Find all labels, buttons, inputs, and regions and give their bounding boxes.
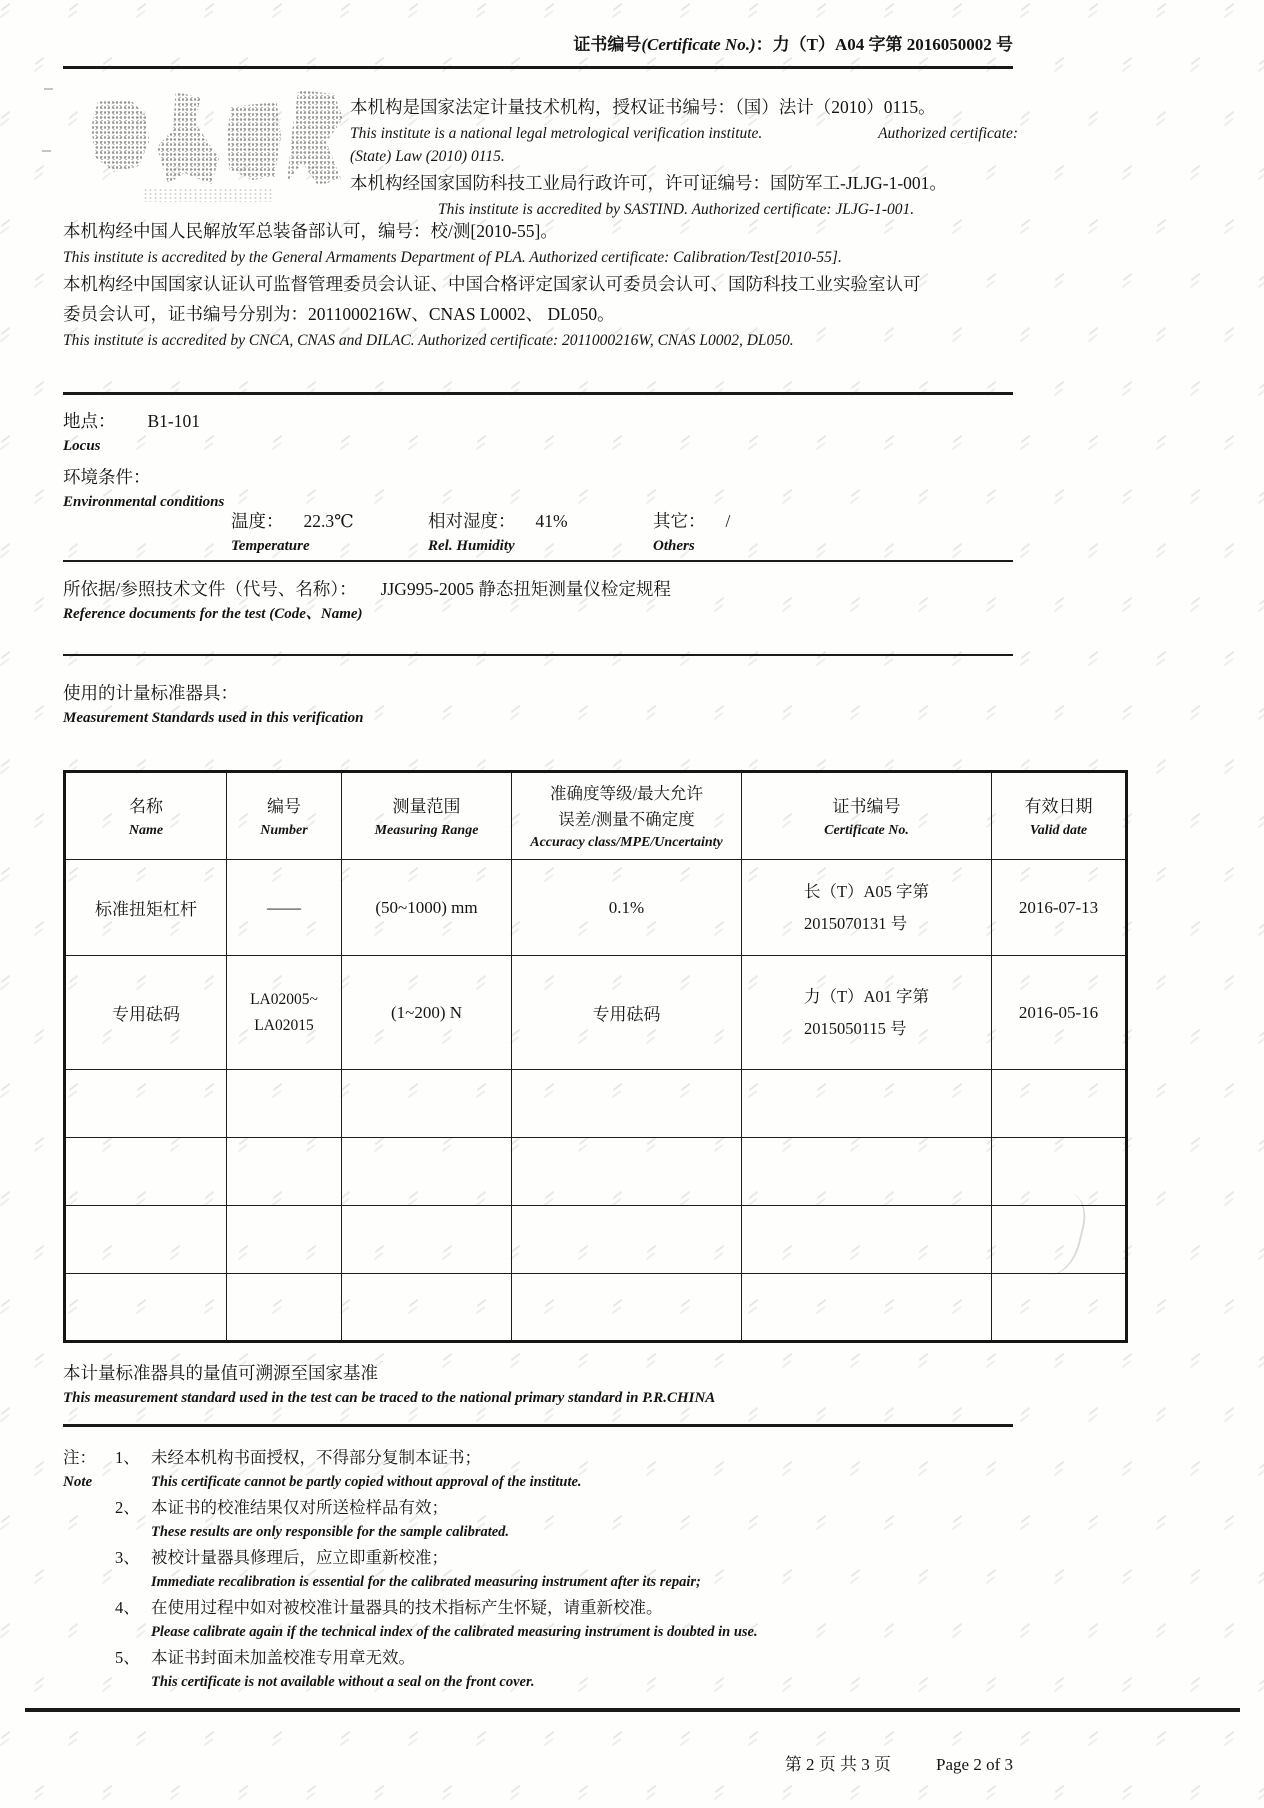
note-number: 2、 <box>115 1498 140 1517</box>
reference-label-en: Reference documents for the test (Code、Name) <box>63 606 363 622</box>
temperature-value: 22.3℃ <box>303 511 354 531</box>
col-accuracy-zh2: 误差/测量不确定度 <box>558 809 695 829</box>
note-body <box>151 1544 701 1593</box>
note-text-en: This certificate cannot be partly copied without approval of the institute. <box>151 1474 582 1490</box>
accreditation-top-block <box>350 92 1018 221</box>
note-text-en: Please calibrate again if the technical index of the calibrated measuring instrument is doubted in use. <box>151 1624 758 1640</box>
others-item <box>653 506 730 556</box>
accreditation-en-1 <box>350 122 1018 145</box>
note-item <box>115 1544 758 1593</box>
calligraphy-stamp <box>85 86 343 214</box>
others-line <box>653 506 730 536</box>
traceability-zh: 本计量标准器具的量值可溯源至国家基准 <box>63 1363 378 1383</box>
stamp-glyph <box>157 92 219 184</box>
note-text-zh: 本证书的校准结果仅对所送检样品有效； <box>151 1498 448 1517</box>
stamp-glyph <box>227 102 281 180</box>
empty-cell <box>512 1070 742 1138</box>
note-number: 5、 <box>115 1648 140 1667</box>
notes-section <box>63 1444 1015 1694</box>
cell-accuracy: 0.1% <box>512 860 742 956</box>
section-divider <box>63 654 1013 656</box>
note-text-zh: 未经本机构书面授权，不得部分复制本证书； <box>151 1448 481 1467</box>
cell-name: 标准扭矩杠杆 <box>65 860 227 956</box>
note-text-zh: 在使用过程中如对被校准计量器具的技术指标产生怀疑，请重新校准。 <box>151 1598 663 1617</box>
cell-certno <box>742 956 992 1070</box>
note-item <box>115 1644 758 1693</box>
humidity-label-zh: 相对湿度： <box>428 511 516 531</box>
accreditation-en-2: This institute is accredited by SASTIND. Authorized certificate: JLJG-1-001. <box>438 201 915 218</box>
col-range-en: Measuring Range <box>374 822 479 838</box>
col-header-name <box>65 772 227 860</box>
empty-cell <box>992 1070 1127 1138</box>
page-footer <box>63 1750 1013 1775</box>
cell-range: (1~200) N <box>342 956 512 1070</box>
col-range-zh: 测量范围 <box>392 796 461 816</box>
certno-wrap <box>804 876 929 940</box>
stamp-glyph <box>287 90 343 186</box>
certno-wrap <box>804 981 929 1045</box>
standards-title-zh: 使用的计量标准器具： <box>63 683 238 703</box>
empty-cell <box>342 1274 512 1342</box>
notes-label <box>63 1444 115 1694</box>
notes-label-en: Note <box>63 1474 93 1490</box>
number-line1: LA02005~ <box>250 990 318 1008</box>
empty-cell <box>65 1206 227 1274</box>
notes-list <box>115 1444 758 1694</box>
accreditation-en-1-line2: (State) Law (2010) 0115. <box>350 148 505 165</box>
note-body <box>151 1644 534 1693</box>
locus-line <box>63 406 1013 436</box>
humidity-line <box>428 506 568 536</box>
table-row <box>65 860 1127 956</box>
temperature-item <box>231 506 354 556</box>
accreditation-en-4: This institute is accredited by CNCA, CNAS and DILAC. Authorized certificate: 2011000216W, CNAS L0002, DL050. <box>63 332 794 349</box>
note-text-zh: 本证书封面未加盖校准专用章无效。 <box>151 1648 415 1667</box>
number-line2: LA02015 <box>254 1016 314 1034</box>
accreditation-en-3: This institute is accredited by the General Armaments Department of PLA. Authorized certificate: Calibration/Test[2010-55]. <box>63 249 842 266</box>
empty-cell <box>227 1206 342 1274</box>
empty-cell <box>227 1138 342 1206</box>
col-valid-zh: 有效日期 <box>1024 796 1093 816</box>
note-number: 3、 <box>115 1548 140 1567</box>
note-item <box>115 1594 758 1643</box>
col-name-zh: 名称 <box>129 796 163 816</box>
certno-line2: 2015050115 号 <box>803 1018 907 1038</box>
accreditation-zh-1: 本机构是国家法定计量技术机构，授权证书编号：（国）法计（2010）0115。 <box>350 97 936 117</box>
stamp-subtext <box>143 188 273 202</box>
empty-cell <box>992 1138 1127 1206</box>
locus-label-zh: 地点： <box>63 411 116 431</box>
note-body <box>151 1444 582 1493</box>
cell-accuracy: 专用砝码 <box>512 956 742 1070</box>
col-header-valid <box>992 772 1127 860</box>
empty-cell <box>742 1274 992 1342</box>
note-text-en: These results are only responsible for the sample calibrated. <box>151 1524 510 1540</box>
traceability-en: This measurement standard used in the test can be traced to the national primary standard in P.R.CHINA <box>63 1390 716 1406</box>
col-accuracy-zh1: 准确度等级/最大允许 <box>549 783 704 803</box>
cell-valid-date: 2016-07-13 <box>992 860 1127 956</box>
others-label-en: Others <box>653 538 695 554</box>
empty-cell <box>65 1070 227 1138</box>
page-number-en: Page 2 of 3 <box>936 1755 1013 1774</box>
note-item <box>115 1494 758 1543</box>
temperature-label-en: Temperature <box>231 538 310 554</box>
certificate-number-label-zh: 证书编号 <box>573 35 642 54</box>
cell-valid-date: 2016-05-16 <box>992 956 1127 1070</box>
section-divider <box>63 560 1013 562</box>
empty-cell <box>512 1274 742 1342</box>
note-item <box>115 1444 758 1493</box>
note-body <box>151 1594 758 1643</box>
empty-cell <box>227 1070 342 1138</box>
scan-artifact-dash <box>42 150 51 152</box>
accreditation-zh-4-line1: 本机构经中国国家认证认可监督管理委员会认证、中国合格评定国家认可委员会认可、国防科技工业实验室认可 <box>63 274 921 294</box>
note-body <box>151 1494 509 1543</box>
environment-values <box>63 506 1013 558</box>
empty-cell <box>65 1274 227 1342</box>
col-header-range <box>342 772 512 860</box>
cell-certno <box>742 860 992 956</box>
scan-artifact-dash <box>44 88 53 90</box>
empty-cell <box>512 1206 742 1274</box>
table-empty-row <box>65 1070 1127 1138</box>
location-section <box>63 406 1013 512</box>
empty-cell <box>227 1274 342 1342</box>
empty-cell <box>342 1206 512 1274</box>
humidity-label-en: Rel. Humidity <box>428 538 515 554</box>
certno-line2: 2015070131 号 <box>803 913 908 933</box>
empty-cell <box>512 1138 742 1206</box>
cell-name: 专用砝码 <box>65 956 227 1070</box>
reference-line <box>63 574 1013 604</box>
cell-number: —— <box>227 860 342 956</box>
page-number-zh: 第 2 页 共 3 页 <box>784 1755 892 1774</box>
humidity-value: 41% <box>535 511 568 531</box>
col-name-en: Name <box>128 822 164 838</box>
col-accuracy-en: Accuracy class/MPE/Uncertainty <box>530 834 723 850</box>
accreditation-zh-3: 本机构经中国人民解放军总装备部认可，编号：校/测[2010-55]。 <box>63 221 558 241</box>
standards-table <box>63 770 1128 1343</box>
footer-divider <box>25 1708 1240 1712</box>
accreditation-zh-2: 本机构经国家国防科技工业局行政许可，许可证编号：国防军工-JLJG-1-001。 <box>350 173 947 193</box>
cell-range: (50~1000) mm <box>342 860 512 956</box>
accreditation-full-block <box>63 216 1018 352</box>
note-text-en: Immediate recalibration is essential for the calibrated measuring instrument after its repair; <box>151 1574 701 1590</box>
table-row <box>65 956 1127 1070</box>
others-label-zh: 其它： <box>653 511 706 531</box>
note-number: 4、 <box>115 1598 140 1617</box>
col-number-zh: 编号 <box>267 796 301 816</box>
section-divider <box>63 392 1013 395</box>
reference-section <box>63 574 1013 624</box>
stamp-glyph <box>91 100 149 172</box>
section-divider <box>63 1424 1013 1427</box>
table-empty-row <box>65 1138 1127 1206</box>
empty-cell <box>65 1138 227 1206</box>
empty-cell <box>992 1206 1127 1274</box>
note-text-en: This certificate is not available without a seal on the front cover. <box>151 1674 535 1690</box>
empty-cell <box>742 1206 992 1274</box>
cell-number <box>227 956 342 1070</box>
temperature-line <box>231 506 354 536</box>
reference-value: JJG995-2005 静态扭矩测量仪检定规程 <box>380 579 671 599</box>
humidity-item <box>428 506 568 556</box>
empty-cell <box>342 1138 512 1206</box>
env-title-en: Environmental conditions <box>63 494 225 510</box>
header-divider <box>63 66 1013 69</box>
empty-cell <box>742 1070 992 1138</box>
traceability-section <box>63 1358 1018 1408</box>
certificate-number-label-en: (Certificate No.) <box>641 35 756 54</box>
empty-cell <box>992 1274 1127 1342</box>
table-empty-row <box>65 1274 1127 1342</box>
others-value: / <box>725 511 731 531</box>
col-certno-zh: 证书编号 <box>832 796 901 816</box>
table-empty-row <box>65 1206 1127 1274</box>
locus-label-en: Locus <box>63 438 101 454</box>
certificate-number-value: ：力（T）A04 字第 2016050002 号 <box>755 35 1013 54</box>
standards-title <box>63 678 1013 728</box>
temperature-label-zh: 温度： <box>231 511 284 531</box>
env-title-zh: 环境条件： <box>63 467 151 487</box>
reference-label-zh: 所依据/参照技术文件（代号、名称）： <box>63 579 357 599</box>
accreditation-en-1-left: This institute is a national legal metrological verification institute. <box>350 125 763 142</box>
note-text-zh: 被校计量器具修理后，应立即重新校准； <box>151 1548 448 1567</box>
table-header-row <box>65 772 1127 860</box>
col-header-number <box>227 772 342 860</box>
locus-value: B1-101 <box>147 411 200 431</box>
certno-line1: 力（T）A01 字第 <box>803 986 930 1006</box>
empty-cell <box>342 1070 512 1138</box>
accreditation-zh-4-line2: 委员会认可，证书编号分别为：2011000216W、CNAS L0002、 DL050。 <box>63 304 615 324</box>
empty-cell <box>742 1138 992 1206</box>
accreditation-en-1-right: Authorized certificate: <box>878 125 1018 142</box>
col-certno-en: Certificate No. <box>824 822 909 838</box>
col-number-en: Number <box>260 822 308 838</box>
note-number: 1、 <box>115 1448 140 1467</box>
col-header-accuracy <box>512 772 742 860</box>
certificate-number-line <box>63 30 1013 55</box>
col-valid-en: Valid date <box>1029 822 1088 838</box>
standards-title-en: Measurement Standards used in this verification <box>63 710 364 726</box>
col-header-certno <box>742 772 992 860</box>
certno-line1: 长（T）A05 字第 <box>803 881 930 901</box>
notes-label-zh: 注： <box>63 1448 96 1467</box>
